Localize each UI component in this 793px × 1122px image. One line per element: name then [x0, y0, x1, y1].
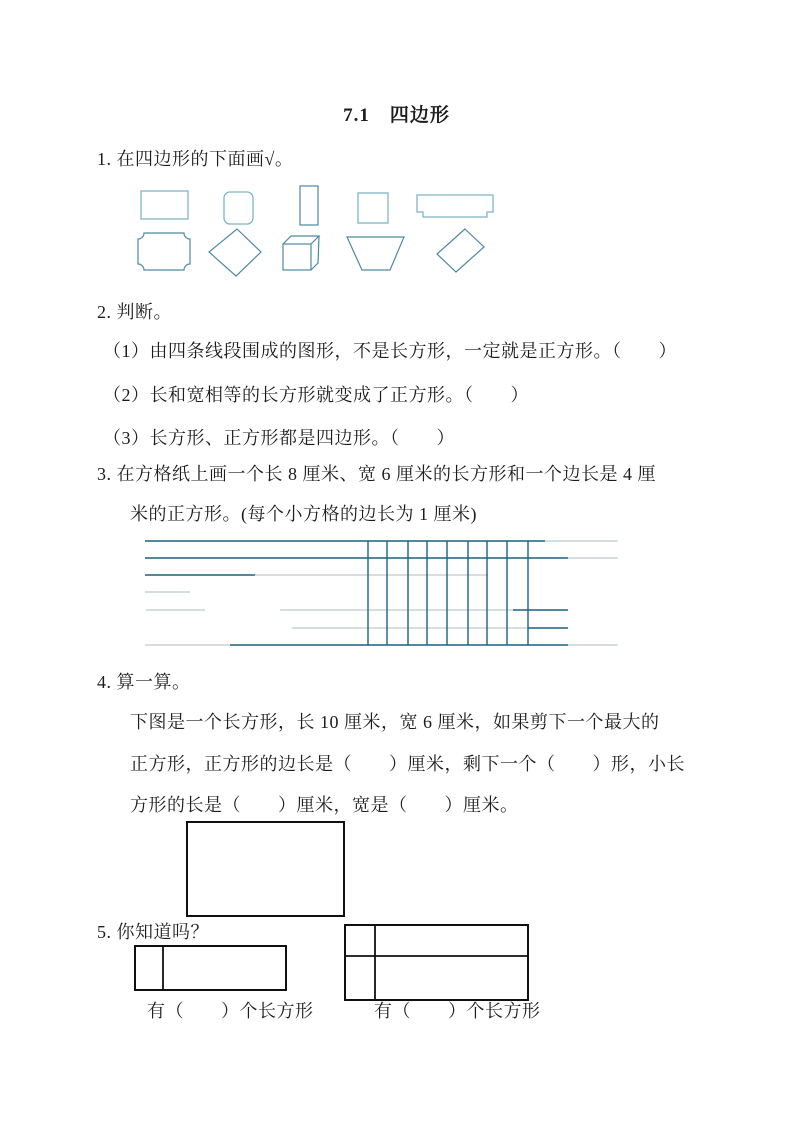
- shape-cube: [283, 236, 319, 270]
- rectangle-figure: [185, 820, 347, 919]
- shape-cut-corner-plaque: [138, 233, 190, 270]
- quadrilateral-shapes-figure: [130, 183, 510, 283]
- question-4-line-1: 下图是一个长方形，长 10 厘米，宽 6 厘米，如果剪下一个最大的: [130, 712, 660, 732]
- question-2-label: 2. 判断。: [97, 302, 172, 322]
- cube-front-face: [283, 244, 311, 270]
- question-2-statement-1: （1）由四条线段围成的图形，不是长方形，一定就是正方形。（ ）: [103, 341, 677, 361]
- shape-rounded-square: [224, 192, 253, 224]
- shape-rotated-rectangle: [437, 229, 484, 272]
- question-2-statement-3: （3）长方形、正方形都是四边形。（ ）: [103, 428, 455, 448]
- question-2-statement-2: （2）长和宽相等的长方形就变成了正方形。（ ）: [103, 385, 529, 405]
- shape-trapezoid: [347, 237, 404, 270]
- question-4-line-2: 正方形，正方形的边长是（ ）厘米，剩下一个（ ）形，小长: [130, 754, 685, 774]
- divided-rectangle-right-figure: [343, 923, 530, 1003]
- question-5-caption-right: 有（ ）个长方形: [374, 1001, 541, 1021]
- outer-rectangle: [135, 946, 286, 990]
- grid-paper-figure: [140, 535, 620, 653]
- shape-square: [358, 193, 388, 223]
- shape-notched-bar: [417, 195, 493, 217]
- shape-tall-rectangle: [300, 186, 318, 225]
- question-5-caption-left: 有（ ）个长方形: [147, 1001, 314, 1021]
- page-title: 7.1 四边形: [343, 105, 450, 126]
- question-3-line-2: 米的正方形。(每个小方格的边长为 1 厘米): [130, 504, 477, 524]
- cube-right-face: [311, 236, 319, 270]
- shape-diamond: [209, 229, 261, 276]
- question-5-label: 5. 你知道吗？: [97, 922, 209, 942]
- outer-rectangle: [345, 925, 528, 1000]
- rectangle-10x6: [187, 822, 344, 916]
- cube-top-face: [283, 236, 319, 244]
- shape-rectangle: [141, 191, 188, 219]
- question-1-label: 1. 在四边形的下面画√。: [97, 149, 294, 169]
- question-4-line-3: 方形的长是（ ）厘米，宽是（ ）厘米。: [130, 795, 519, 815]
- question-4-label: 4. 算一算。: [97, 672, 191, 692]
- divided-rectangle-left-figure: [133, 944, 288, 993]
- question-3-line-1: 3. 在方格纸上画一个长 8 厘米、宽 6 厘米的长方形和一个边长是 4 厘: [97, 464, 656, 484]
